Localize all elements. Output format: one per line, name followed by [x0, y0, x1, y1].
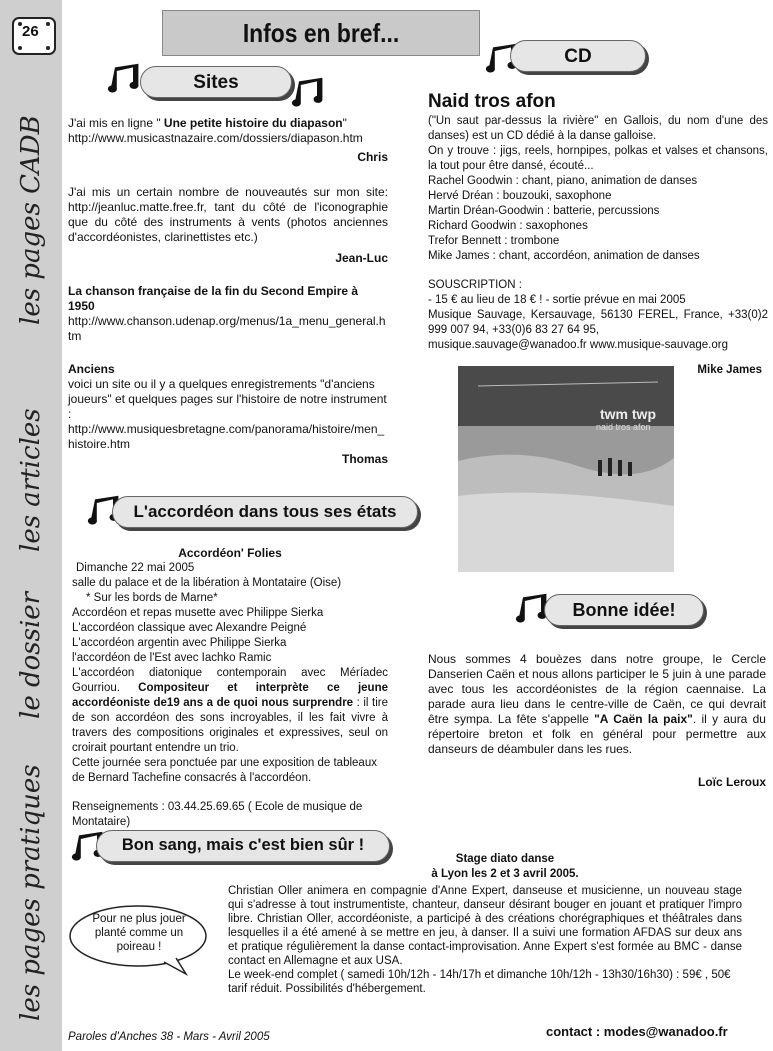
cd-subscription-line: - 15 € au lieu de 18 € ! - sortie prévue en mai 2005 [428, 294, 686, 306]
accordeon-event-title: Accordéon' Folies [178, 546, 282, 560]
accordeon-para-1c: : il tire de son accordéon des sons incroyables, il les fait vivre à travers des compositions originales et expressives, seul on croirait pourtant entendre un trio. [72, 697, 388, 754]
bonneidee-text-c: . il y aura du répertoire breton et folk en général pour permettre aux danseurs de déambuler dans les rues. [428, 712, 766, 756]
accordeon-para-1a: L'accordéon diatonique contemporain avec Méríadec Gourriou. [72, 667, 388, 694]
sites-entry-1 [68, 116, 388, 131]
sites-entry-4-text: voici un site ou il y a quelques enregistrements "d'anciens joueurs" et quelques pages sur l'histoire de notre instrument : [68, 377, 387, 421]
accordeon-line: L'accordéon argentin avec Philippe Sierka [72, 637, 287, 649]
sites-entry-3-url[interactable]: http://www.chanson.udenap.org/menus/1a_menu_general.htm [68, 314, 386, 343]
sites-entry-2-text: J'ai mis un certain nombre de nouveautés sur mon site: http://jeanluc.matte.free.fr, tant du côté de l'iconographie que du côté des instruments à vents (photos anciennes d'accordéonistes, clarinettistes etc.) [68, 185, 388, 244]
stage-para-1: Christian Oller animera en compagnie d'Anne Expert, danseuse et musicienne, un nouveau stage qui s'adresse à tout instrumentiste, chanteur, danseur désirant bouger en jouant et pratiquer l'impro libre. Christian Oller, accordéoniste, a participé à des créations chorégraphiques et théâtrales dans lesquelles il a été amené à se mettre en jeu, à danser. Il a suivi une formation AFDAS sur deux ans et pratique régulièrement la danse contact-improvisation. Anne Expert s'est formée au BMC - danse contact en Allemagne et aux USA. [228, 885, 742, 967]
cd-intro: ("Un saut par-dessus la rivière" en Gallois, du nom d'une des danses) est un CD dédié à la danse galloise. [428, 115, 768, 142]
footer-contact[interactable]: contact : modes@wanadoo.fr [546, 1024, 728, 1039]
cd-musician: Hervé Dréan : bouzouki, saxophone [428, 190, 612, 202]
cd-musician: Martin Dréan-Goodwin : batterie, percussions [428, 205, 660, 217]
stage-title: Stage diato danse [455, 853, 555, 865]
sidebar-label-pages-pratiques[interactable]: les pages pratiques [16, 764, 46, 1021]
cd-subscription-title: SOUSCRIPTION : [428, 279, 522, 291]
sidebar-label-dossier[interactable]: le dossier [16, 591, 46, 719]
page-number-badge [12, 16, 56, 56]
cd-subscription-line: Musique Sauvage, Kersauvage, 56130 FEREL, France, +33(0)2 999 007 94, +33(0)6 83 27 64 95, [428, 309, 768, 336]
cd-musician: Richard Goodwin : saxophones [428, 220, 588, 232]
cd-heading-text: CD [564, 46, 592, 67]
accordeon-para-1b: Compositeur et interprète ce jeune accordéoniste de19 ans a de quoi nous surprendre [72, 682, 389, 709]
music-note-icon [106, 62, 142, 98]
cd-musician: Trefor Bennett : trombone [428, 235, 560, 247]
bonneidee-text-b: "A Caën la paix" [594, 712, 693, 726]
sidebar-label-articles[interactable]: les articles [16, 408, 46, 552]
stage-section [228, 884, 742, 996]
bubble-text: Pour ne plus jouer planté comme un poireau ! [92, 913, 186, 953]
accordeon-heading [112, 496, 418, 528]
accordeon-section [72, 546, 388, 830]
accordeon-line: salle du palace et de la libération à Montataire (Oise) [72, 577, 342, 589]
page-title: Infos en bref... [242, 18, 400, 48]
cd-content: On y trouve : jigs, reels, hornpipes, polkas et valses et chansons, la tout pour être dansé, écouté... [428, 145, 768, 172]
sites-heading [140, 66, 292, 98]
sites-heading-text: Sites [193, 72, 239, 93]
bonsang-heading-text: Bon sang, mais c'est bien sûr ! [121, 836, 365, 854]
page-number: 26 [22, 23, 39, 40]
sites-entry-1-author: Chris [357, 150, 388, 164]
sites-entry-4-title: Anciens [68, 362, 115, 376]
cd-author: Mike James [697, 364, 762, 376]
cd-musician: Mike James : chant, accordéon, animation de danses [428, 250, 700, 262]
bonneidee-author: Loïc Leroux [697, 775, 766, 789]
accordeon-para-2: Cette journée sera ponctuée par une exposition de tableaux de Bernard Tachefine consacrés à l'accordéon. [72, 757, 377, 784]
cd-cover-image [458, 366, 674, 572]
bonneidee-section [428, 652, 766, 790]
cd-musician: Rachel Goodwin : chant, piano, animation de danses [428, 175, 698, 187]
top-banner [162, 10, 480, 56]
accordeon-line: Accordéon et repas musette avec Philippe Sierka [72, 607, 324, 619]
accordeon-line: l'accordéon de l'Est avec Iachko Ramic [72, 652, 272, 664]
accordeon-line: Dimanche 22 mai 2005 [76, 562, 195, 574]
bonsang-heading [96, 830, 390, 862]
sites-entry-2-author: Jean-Luc [335, 251, 388, 265]
music-note-icon [290, 76, 326, 112]
footer-issue: Paroles d'Anches 38 - Mars - Avril 2005 [68, 1031, 270, 1043]
accordeon-line: L'accordéon classique avec Alexandre Peigné [72, 622, 307, 634]
sites-entry-4-author: Thomas [341, 452, 388, 466]
cd-title: Naid tros afon [428, 91, 556, 112]
sidebar-band [0, 0, 62, 1051]
bonneidee-text-a: Nous sommes 4 bouèzes dans notre groupe, le Cercle Danserien Caën et nous allons participer le 5 juin à une parade avec tous les accordéonistes de la région caennaise. La parade aura lieu dans le centre-ville de Caën, ce qui devrait être sympa. La fête s'appelle [428, 652, 766, 726]
sites-entry-3-title: La chanson française de la fin du Second Empire à 1950 [68, 284, 359, 313]
accordeon-line: * Sur les bords de Marne* [86, 592, 218, 604]
cd-section [428, 90, 768, 378]
stage-date: à Lyon les 2 et 3 avril 2005. [431, 868, 579, 880]
bonneidee-text [428, 652, 766, 757]
cd-cover-band: twm twp [600, 406, 656, 422]
sites-section [68, 116, 388, 467]
sites-entry-1-suffix: " [342, 116, 347, 130]
accordeon-heading-text: L'accordéon dans tous ses états [133, 502, 397, 521]
speech-bubble [64, 900, 216, 976]
cd-cover-art [458, 366, 674, 572]
sites-entry-1-prefix: J'ai mis en ligne " [68, 116, 161, 130]
stage-para-2: Le week-end complet ( samedi 10h/12h - 14h/17h et dimanche 10h/12h - 13h30/16h30) : 59€ , 50€ tarif réduit. Possibilités d'hébergement. [228, 969, 731, 995]
sidebar-label-pages-cadb[interactable]: les pages CADB [16, 115, 46, 325]
accordeon-para-1 [72, 666, 388, 756]
stage-header [380, 852, 630, 882]
cd-cover-album: naid tros afon [596, 422, 651, 432]
sites-entry-1-title: Une petite histoire du diapason [160, 116, 343, 130]
bonneidee-heading-text: Bonne idée! [572, 600, 676, 620]
cd-heading [510, 40, 646, 72]
bonneidee-heading [544, 594, 704, 626]
sites-entry-4-url[interactable]: http://www.musiquesbretagne.com/panorama/histoire/men_histoire.htm [68, 422, 385, 451]
accordeon-info: Renseignements : 03.44.25.69.65 ( Ecole de musique de Montataire) [72, 801, 363, 828]
cd-subscription-line[interactable]: musique.sauvage@wanadoo.fr www.musique-sauvage.org [428, 339, 728, 351]
sites-entry-1-url[interactable]: http://www.musicastnazaire.com/dossiers/diapason.htm [68, 131, 363, 145]
